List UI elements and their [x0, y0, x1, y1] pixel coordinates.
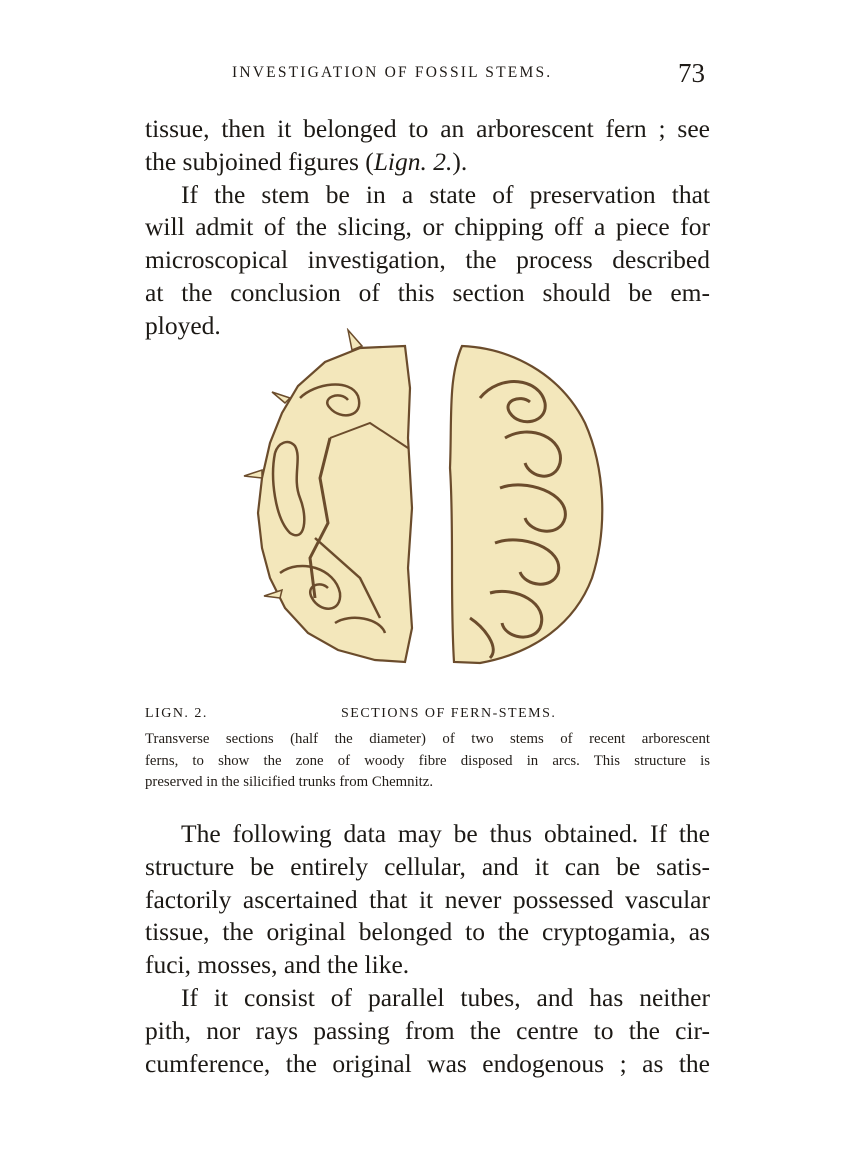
paragraph-2-line: at the conclusion of this section should be em- — [145, 277, 710, 307]
page-number: 73 — [678, 58, 705, 88]
paragraph-2-line: If the stem be in a state of preservation that — [181, 179, 710, 209]
running-head: INVESTIGATION OF FOSSIL STEMS. — [232, 64, 553, 81]
text-block-bottom — [145, 818, 710, 1080]
paragraph-4-line: If it consist of parallel tubes, and has neither — [181, 982, 710, 1012]
paragraph-1-line-2 — [145, 146, 710, 179]
paragraph-3-line: tissue, the original belonged to the cryptogamia, as — [145, 917, 710, 947]
paragraph-3-line: factorily ascertained that it never possessed vascular — [145, 884, 710, 914]
left-stem-section — [258, 346, 412, 662]
paragraph-2-line: will admit of the slicing, or chipping off a piece for — [145, 212, 710, 242]
figure-reference: Lign. 2. — [373, 146, 453, 176]
fern-stem-sections-figure — [240, 328, 620, 673]
paragraph-1-line-2-start: the subjoined figures ( — [145, 146, 374, 176]
figure-title: SECTIONS OF FERN-STEMS. — [341, 706, 557, 721]
paragraph-2-line: ployed. — [145, 310, 221, 340]
paragraph-3-line: fuci, mosses, and the like. — [145, 950, 410, 980]
paragraph-3-line: The following data may be thus obtained. If the — [181, 819, 710, 848]
figure-label: LIGN. 2. — [145, 706, 208, 721]
caption-line: Transverse sections (half the diameter) of two stems of recent arborescent — [145, 731, 710, 747]
caption-line: preserved in the silicified trunks from Chemnitz. — [145, 774, 434, 790]
figure-caption — [145, 729, 710, 794]
right-stem-section — [450, 346, 602, 663]
text-block-top — [145, 113, 710, 343]
paragraph-4-line: cumference, the original was endogenous ; as the — [145, 1048, 710, 1078]
paragraph-1-line-2-end: ). — [452, 146, 468, 176]
caption-line: ferns, to show the zone of woody fibre disposed in arcs. This structure is — [145, 752, 710, 769]
paragraph-1-line-1: tissue, then it belonged to an arborescent fern ; see — [145, 114, 710, 143]
paragraph-3-line: structure be entirely cellular, and it can be satis- — [145, 851, 710, 881]
paragraph-4-line: pith, nor rays passing from the centre to the cir- — [145, 1015, 710, 1045]
paragraph-2-line: microscopical investigation, the process described — [145, 245, 710, 275]
